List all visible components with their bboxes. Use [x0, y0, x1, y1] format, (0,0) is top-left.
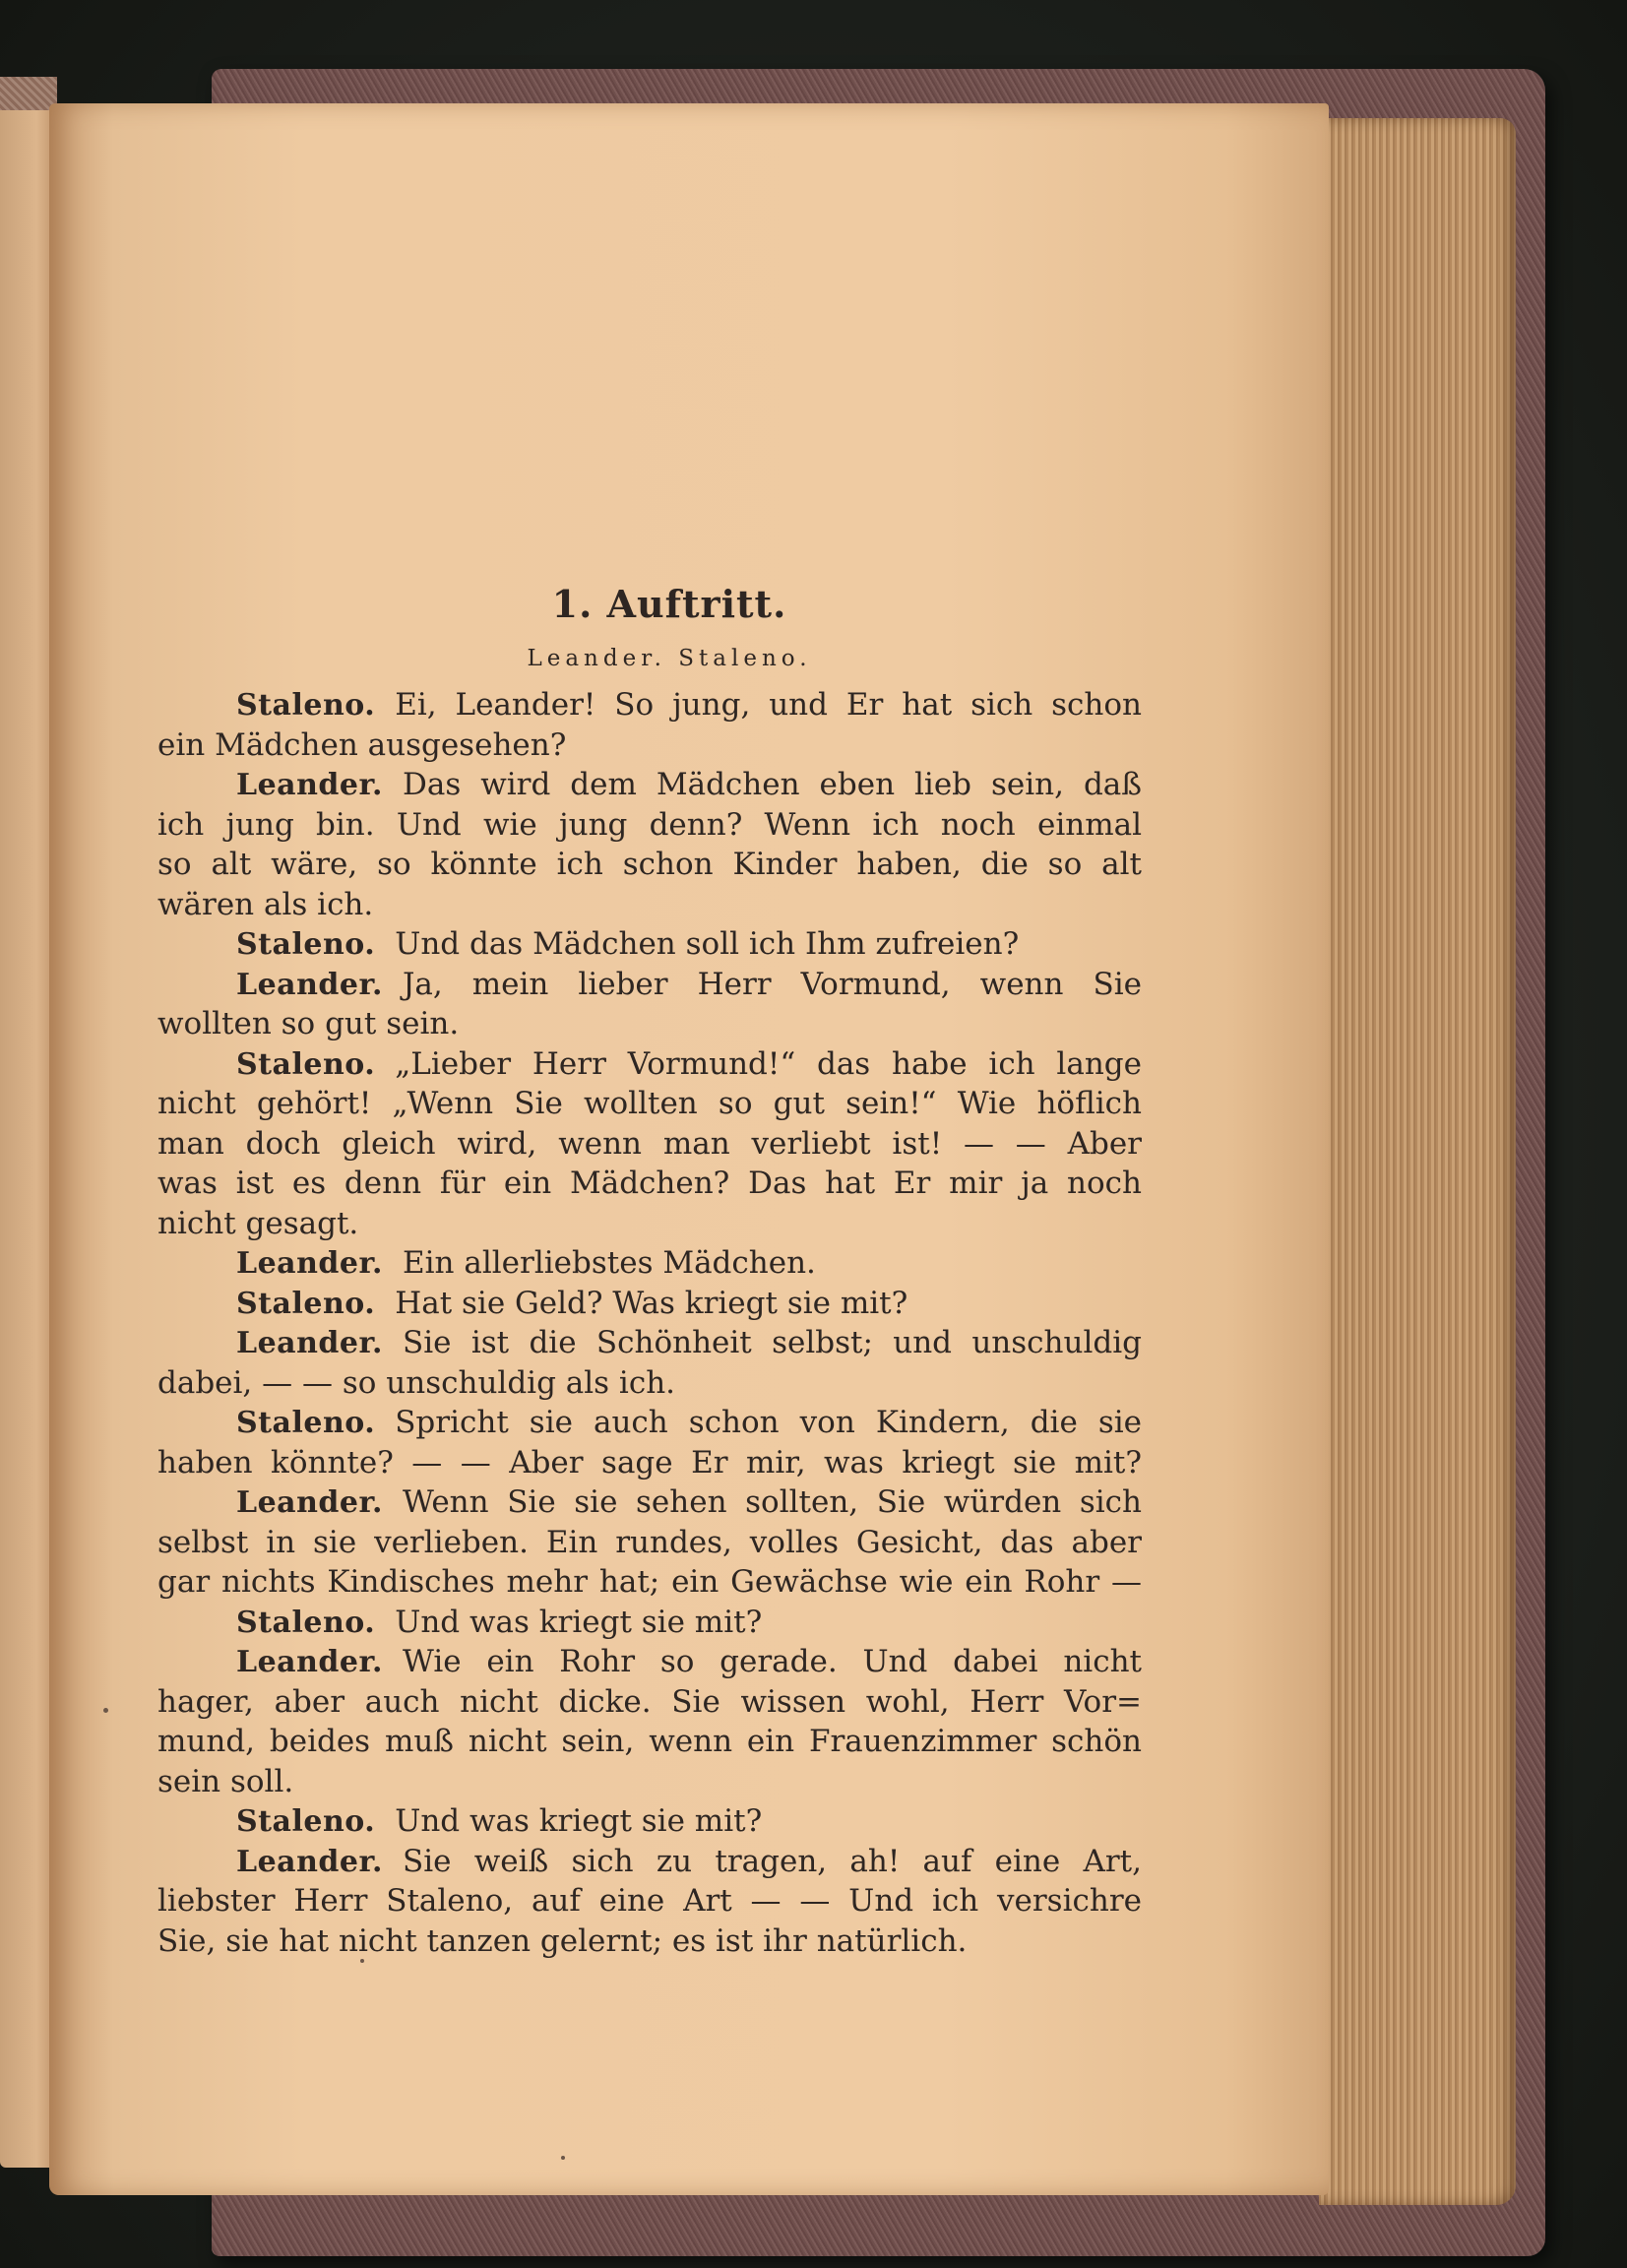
speech-line-with-speaker [157, 1801, 1142, 1842]
speech-line [157, 1922, 1142, 1962]
speech-line-with-speaker [157, 1044, 1142, 1085]
speech-line-with-speaker [157, 1323, 1142, 1363]
speaker-name: Staleno. [236, 1046, 376, 1082]
paper-speck [103, 1708, 108, 1713]
speaker-name: Staleno. [236, 1605, 376, 1640]
scene-characters: Leander. Staleno. [527, 646, 812, 671]
speech-line [157, 805, 1142, 846]
line-text: „Lieber Herr Vormund!“ das habe ich lange [395, 1045, 1142, 1082]
speech-line [157, 1562, 1142, 1603]
speaker-name: Leander. [236, 1645, 383, 1679]
line-text: haben könnte? — — Aber sage Er mir, was kriegt sie mit? [157, 1444, 1142, 1480]
speech-line-with-speaker [157, 1243, 1142, 1284]
line-text: man doch gleich wird, wenn man verliebt ist! — — Aber [157, 1125, 1142, 1162]
line-text: Ja, mein lieber Herr Vormund, wenn Sie [403, 966, 1142, 1002]
speaker-name: Staleno. [236, 688, 376, 723]
speaker-name: Leander. [236, 1246, 383, 1281]
line-text: Spricht sie auch schon von Kindern, die sie [395, 1405, 1142, 1440]
page-block-edge [1319, 118, 1516, 2205]
line-text: nicht gehört! „Wenn Sie wollten so gut sein!“ Wie höflich [157, 1086, 1142, 1121]
speech-line [157, 1124, 1142, 1165]
line-text: Sie weiß sich zu tragen, ah! auf eine Art, [403, 1843, 1142, 1879]
speech-line-with-speaker [157, 685, 1142, 725]
line-text: nicht gesagt. [157, 1205, 359, 1241]
speaker-name: Leander. [236, 1844, 383, 1879]
speaker-name: Staleno. [236, 1804, 376, 1839]
line-text: selbst in sie verlieben. Ein rundes, volles Gesicht, das aber [157, 1524, 1142, 1560]
line-text: Und was kriegt sie mit? [395, 1803, 763, 1839]
line-text: Ei, Leander! So jung, und Er hat sich schon [395, 687, 1142, 723]
line-text: wären als ich. [157, 886, 374, 922]
line-text: Und das Mädchen soll ich Ihm zufreien? [395, 926, 1020, 962]
speech-line-with-speaker [157, 1284, 1142, 1324]
line-text: Das wird dem Mädchen eben lieb sein, daß [403, 767, 1142, 802]
speech-line [157, 1004, 1142, 1044]
dialogue-block [157, 685, 1142, 1961]
line-text: dabei, — — so unschuldig als ich. [157, 1364, 676, 1401]
line-text: Wenn Sie sie sehen sollten, Sie würden sich [403, 1484, 1142, 1520]
speech-line [157, 1682, 1142, 1723]
line-text: sein soll. [157, 1763, 294, 1799]
speech-line-with-speaker [157, 1842, 1142, 1882]
speaker-name: Leander. [236, 768, 383, 802]
speaker-name: Leander. [236, 1326, 383, 1360]
speech-line [157, 845, 1142, 885]
line-text: hager, aber auch nicht dicke. Sie wissen wohl, Herr Vor= [157, 1683, 1142, 1720]
speaker-name: Leander. [236, 967, 383, 1002]
line-text: was ist es denn für ein Mädchen? Das hat Er mir ja noch [157, 1166, 1142, 1201]
line-text: ich jung bin. Und wie jung denn? Wenn ich noch einmal [157, 806, 1142, 843]
speaker-name: Staleno. [236, 1286, 376, 1321]
speech-line-with-speaker [157, 965, 1142, 1005]
speech-line-with-speaker [157, 1642, 1142, 1682]
scene-heading: 1. Auftritt. [551, 582, 787, 626]
line-text: Sie ist die Schönheit selbst; und unschuldig [403, 1325, 1142, 1360]
speech-line-with-speaker [157, 765, 1142, 805]
speaker-name: Staleno. [236, 1406, 376, 1440]
speech-line [157, 1762, 1142, 1802]
line-text: Wie ein Rohr so gerade. Und dabei nicht [403, 1644, 1142, 1679]
line-text: Sie, sie hat nicht tanzen gelernt; es ist ihr natürlich. [157, 1922, 968, 1959]
line-text: Ein allerliebstes Mädchen. [403, 1245, 816, 1281]
line-text: ein Mädchen ausgesehen? [157, 726, 567, 763]
speech-line-with-speaker [157, 1603, 1142, 1643]
line-text: liebster Herr Staleno, auf eine Art — — Und ich versichre [157, 1883, 1142, 1919]
speech-line [157, 1523, 1142, 1563]
speech-line [157, 1881, 1142, 1922]
line-text: gar nichts Kindisches mehr hat; ein Gewächse wie ein Rohr — [157, 1564, 1142, 1600]
speech-line-with-speaker [157, 1482, 1142, 1523]
line-text: Und was kriegt sie mit? [395, 1604, 763, 1640]
line-text: Hat sie Geld? Was kriegt sie mit? [395, 1285, 908, 1321]
speaker-name: Staleno. [236, 927, 376, 962]
speech-line [157, 885, 1142, 925]
line-text: wollten so gut sein. [157, 1006, 460, 1041]
speaker-name: Leander. [236, 1485, 383, 1520]
speech-line-with-speaker [157, 924, 1142, 965]
speech-line-with-speaker [157, 1403, 1142, 1443]
speech-line [157, 1164, 1142, 1204]
page-text [157, 581, 1142, 1961]
speech-line [157, 725, 1142, 766]
speech-line [157, 1204, 1142, 1244]
line-text: so alt wäre, so könnte ich schon Kinder haben, die so alt [157, 847, 1142, 882]
speech-line [157, 1084, 1142, 1124]
line-text: mund, beides muß nicht sein, wenn ein Frauenzimmer schön [157, 1724, 1142, 1759]
paper-speck [561, 2156, 565, 2160]
speech-line [157, 1363, 1142, 1404]
speech-line [157, 1722, 1142, 1762]
speech-line [157, 1443, 1142, 1483]
